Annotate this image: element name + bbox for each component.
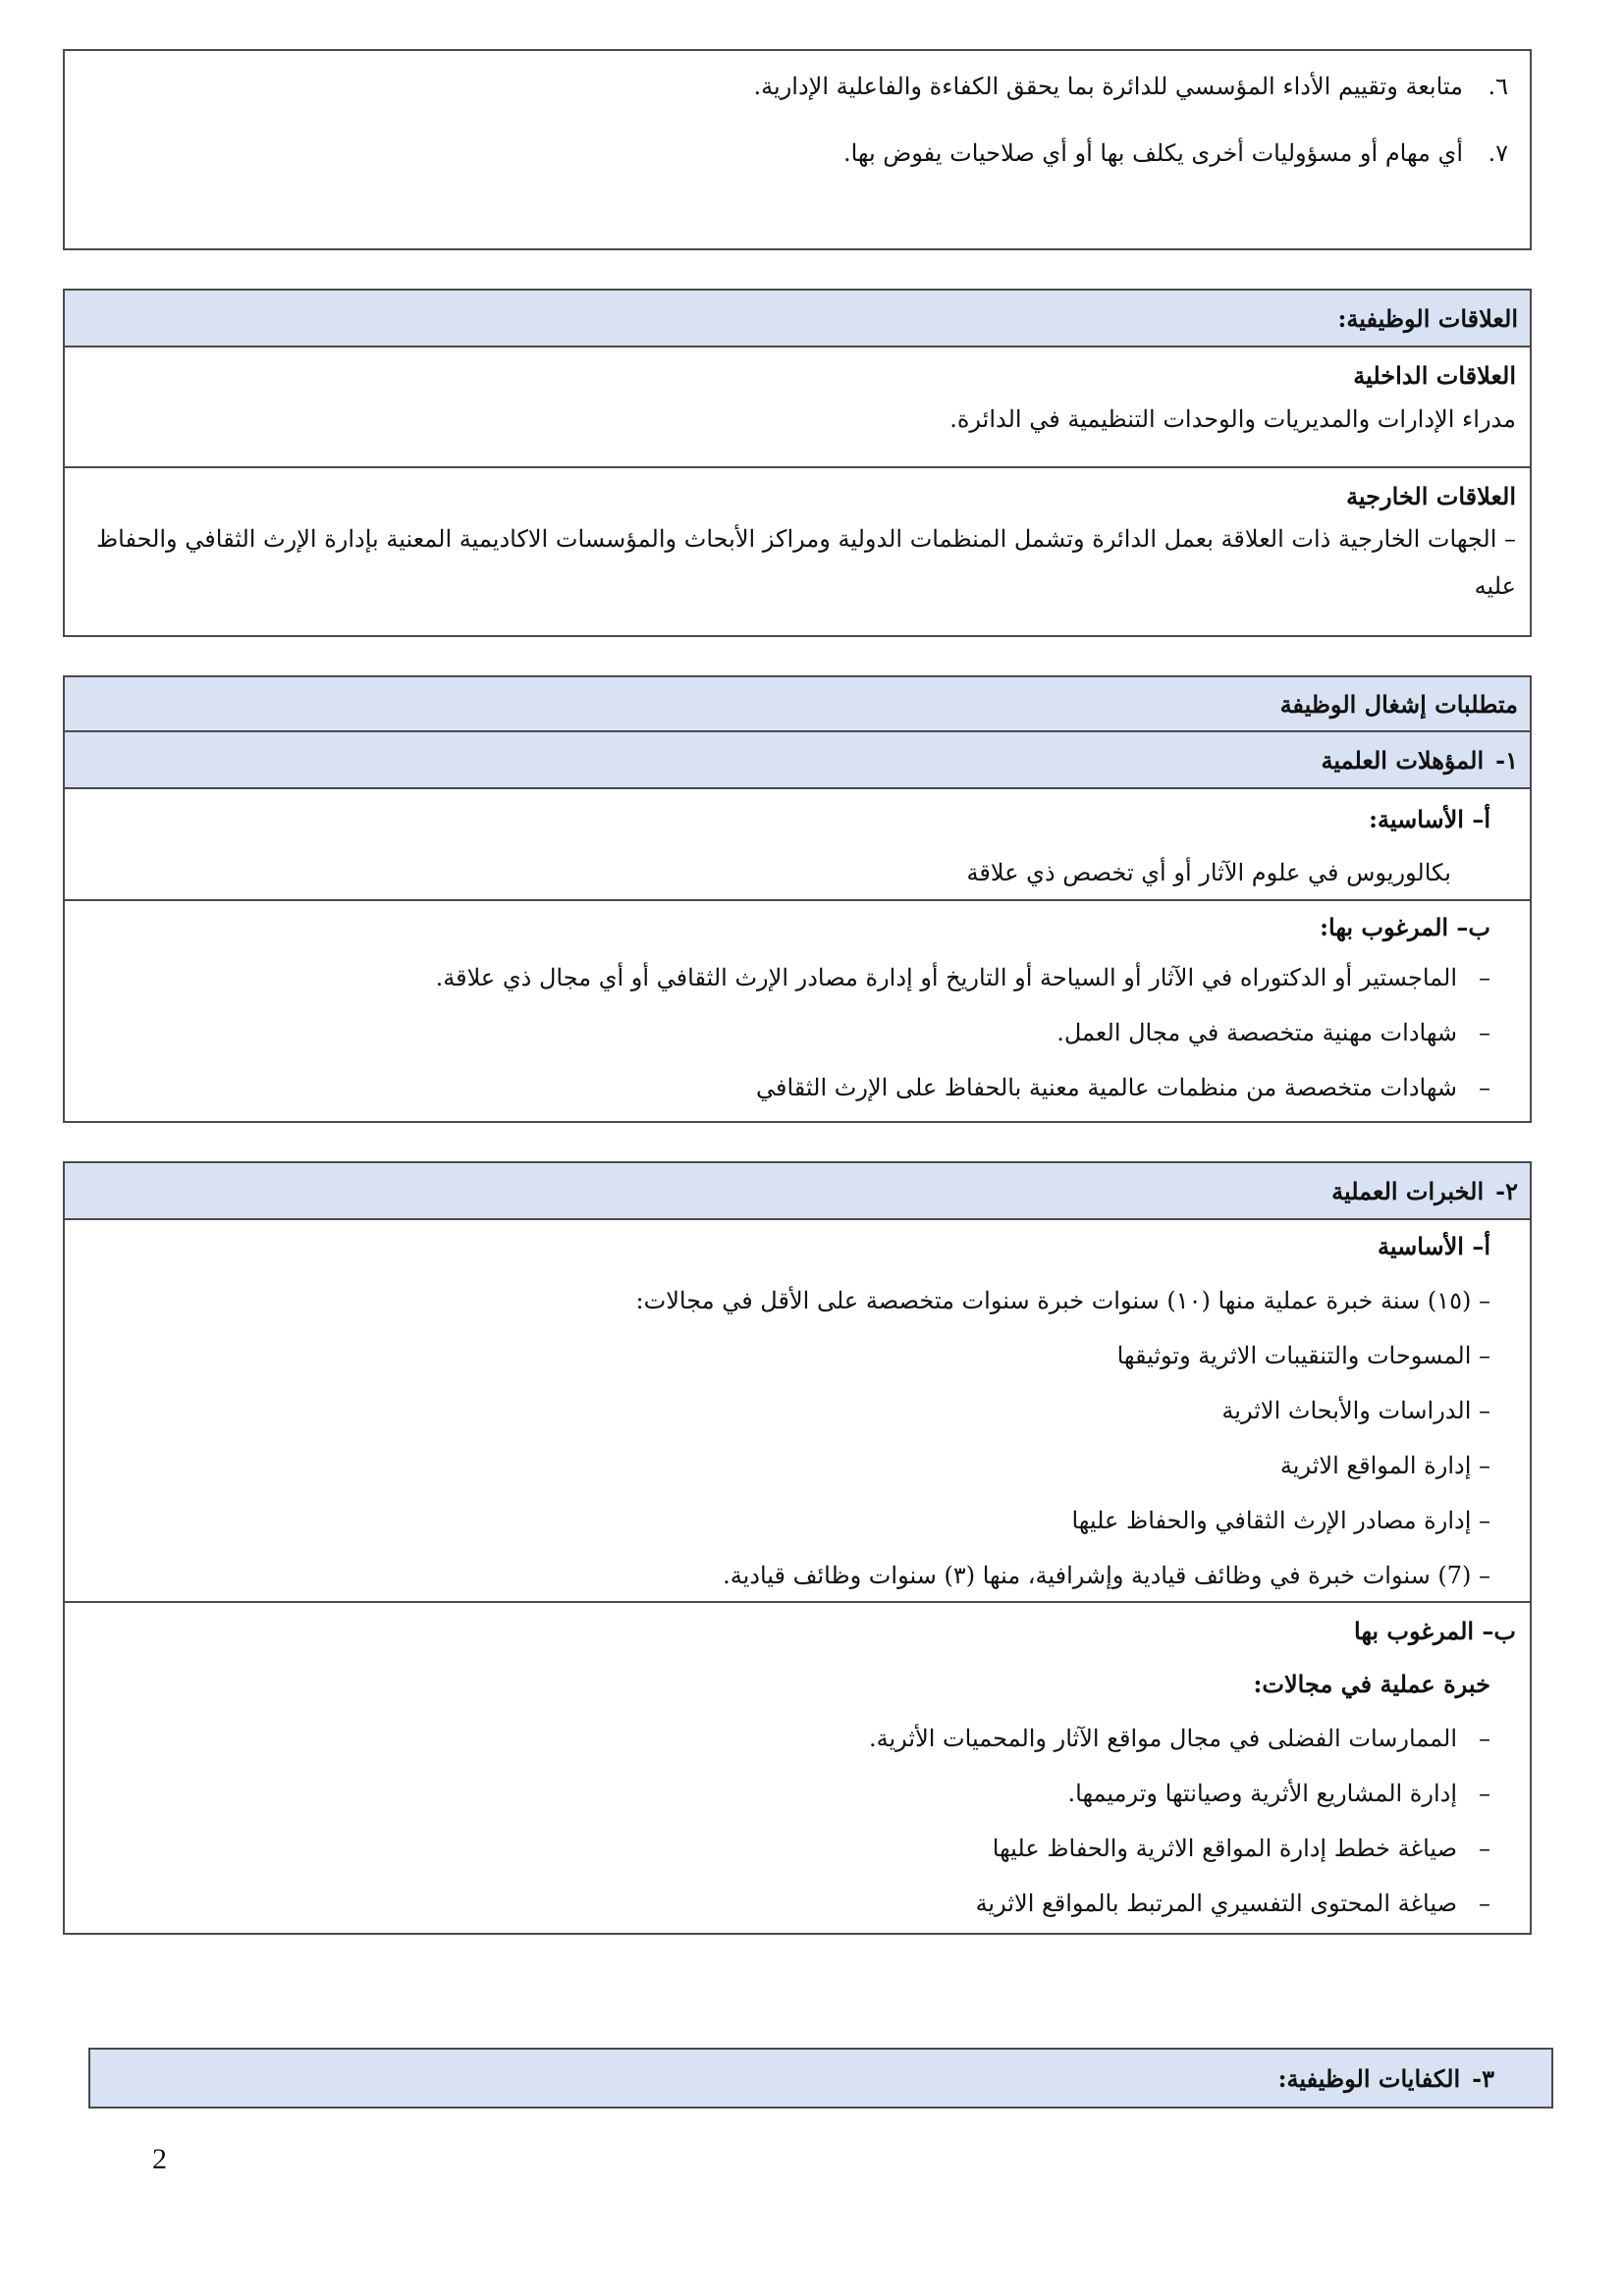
internal-relations-text: مدراء الإدارات والمديريات والوحدات التنظيمية في الدائرة. — [949, 405, 1516, 433]
experience-title: الخبرات العملية — [1331, 1176, 1485, 1205]
external-relations-section — [65, 468, 1530, 619]
competencies-title: الكفايات الوظيفية: — [1277, 2063, 1461, 2093]
qualifications-desired-section — [65, 901, 1530, 1115]
desired-qualification-item — [79, 1060, 1490, 1115]
desired-qualification-item — [79, 1005, 1490, 1060]
qualifications-header — [65, 732, 1530, 789]
desired-experience-item — [79, 1821, 1490, 1876]
basic-experience-item: – (7) سنوات خبرة في وظائف قيادية وإشرافية، منها (٣) سنوات وظائف قيادية. — [723, 1562, 1490, 1589]
desired-experience-text: صياغة المحتوى التفسيري المرتبط بالمواقع الاثرية — [975, 1890, 1457, 1917]
desired-experience-item — [79, 1876, 1490, 1931]
basic-experience-item: – (١٥) سنة خبرة عملية منها (١٠) سنوات خبرة سنوات متخصصة على الأقل في مجالات: — [635, 1287, 1490, 1314]
bullet-dash: – — [1479, 1890, 1490, 1917]
job-requirements-box — [63, 675, 1532, 1123]
external-relations-text: – الجهات الخارجية ذات العلاقة بعمل الدائرة وتشمل المنظمات الدولية ومراكز الأبحاث والمؤسسات الاكاديمية المعنية بإدارة الإرث الثقافي والحفاظ عليه — [95, 525, 1516, 600]
desired-experience-text: إدارة المشاريع الأثرية وصيانتها وترميمها. — [1067, 1780, 1457, 1807]
basic-experience-item: – المسوحات والتنقيبات الاثرية وتوثيقها — [1116, 1342, 1490, 1369]
experience-box — [63, 1161, 1532, 1935]
bullet-dash: – — [1479, 1019, 1490, 1046]
basic-experience-item: – إدارة مصادر الإرث الثقافي والحفاظ عليها — [1071, 1507, 1490, 1534]
bullet-dash: – — [1479, 1725, 1490, 1752]
duty-item-6 — [79, 59, 1508, 114]
desired-qualification-text: الماجستير أو الدكتوراه في الآثار أو السياحة أو التاريخ أو إدارة مصادر الإرث الثقافي أو أي مجال ذي علاقة. — [435, 964, 1457, 991]
job-relations-header: العلاقات الوظيفية: — [65, 291, 1530, 347]
competencies-header — [90, 2050, 1551, 2107]
internal-relations-section — [65, 347, 1530, 468]
internal-relations-title: العلاقات الداخلية — [1353, 361, 1516, 390]
desired-experience-item — [79, 1711, 1490, 1766]
desired-experience-text: صياغة خطط إدارة المواقع الاثرية والحفاظ عليها — [992, 1835, 1457, 1862]
competencies-box — [88, 2048, 1553, 2109]
basic-qualification-text: بكالوريوس في علوم الآثار أو أي تخصص ذي علاقة — [966, 859, 1451, 886]
duty-text: أي مهام أو مسؤوليات أخرى يكلف بها أو أي صلاحيات يفوض بها. — [842, 139, 1463, 167]
duty-text: متابعة وتقييم الأداء المؤسسي للدائرة بما يحقق الكفاءة والفاعلية الإدارية. — [753, 73, 1463, 100]
qualifications-basic-section — [65, 789, 1530, 901]
experience-number: ٢- — [1495, 1176, 1518, 1205]
external-relations-title: العلاقات الخارجية — [1346, 482, 1516, 510]
desired-experience-text: الممارسات الفضلى في مجال مواقع الآثار والمحميات الأثرية. — [868, 1725, 1457, 1752]
basic-experience-item: – إدارة المواقع الاثرية — [1279, 1452, 1490, 1479]
bullet-dash: – — [1479, 964, 1490, 991]
desired-qualification-item — [79, 950, 1490, 1005]
desired-qualification-label: ب– المرغوب بها: — [1320, 913, 1490, 941]
experience-desired-section — [65, 1603, 1530, 1931]
duty-number: ٧. — [1488, 139, 1508, 167]
desired-experience-list — [79, 1711, 1516, 1931]
basic-experience-item: – الدراسات والأبحاث الاثرية — [1221, 1397, 1490, 1424]
basic-experience-label: أ– الأساسية — [1377, 1232, 1490, 1260]
competencies-number: ٣- — [1472, 2063, 1494, 2093]
duties-continued-box — [63, 49, 1532, 250]
duty-number: ٦. — [1488, 73, 1508, 100]
duty-item-7 — [79, 126, 1508, 181]
desired-experience-label: ب– المرغوب بها — [1354, 1617, 1516, 1645]
desired-qualification-text: شهادات متخصصة من منظمات عالمية معنية بالحفاظ على الإرث الثقافي — [756, 1074, 1457, 1101]
job-requirements-header: متطلبات إشغال الوظيفة — [65, 677, 1530, 732]
bullet-dash: – — [1479, 1780, 1490, 1807]
basic-qualification-label: أ– الأساسية: — [1369, 805, 1490, 833]
bullet-dash: – — [1479, 1835, 1490, 1862]
qualifications-title: المؤهلات العلمية — [1321, 745, 1485, 774]
desired-experience-subtitle: خبرة عملية في مجالات: — [1253, 1670, 1490, 1698]
desired-qualification-text: شهادات مهنية متخصصة في مجال العمل. — [1056, 1019, 1457, 1046]
experience-basic-section — [65, 1220, 1530, 1603]
job-relations-box — [63, 289, 1532, 637]
page-number: 2 — [152, 2143, 167, 2175]
desired-experience-item — [79, 1766, 1490, 1821]
qualifications-number: ١- — [1495, 745, 1518, 774]
bullet-dash: – — [1479, 1074, 1490, 1101]
experience-header — [65, 1163, 1530, 1220]
